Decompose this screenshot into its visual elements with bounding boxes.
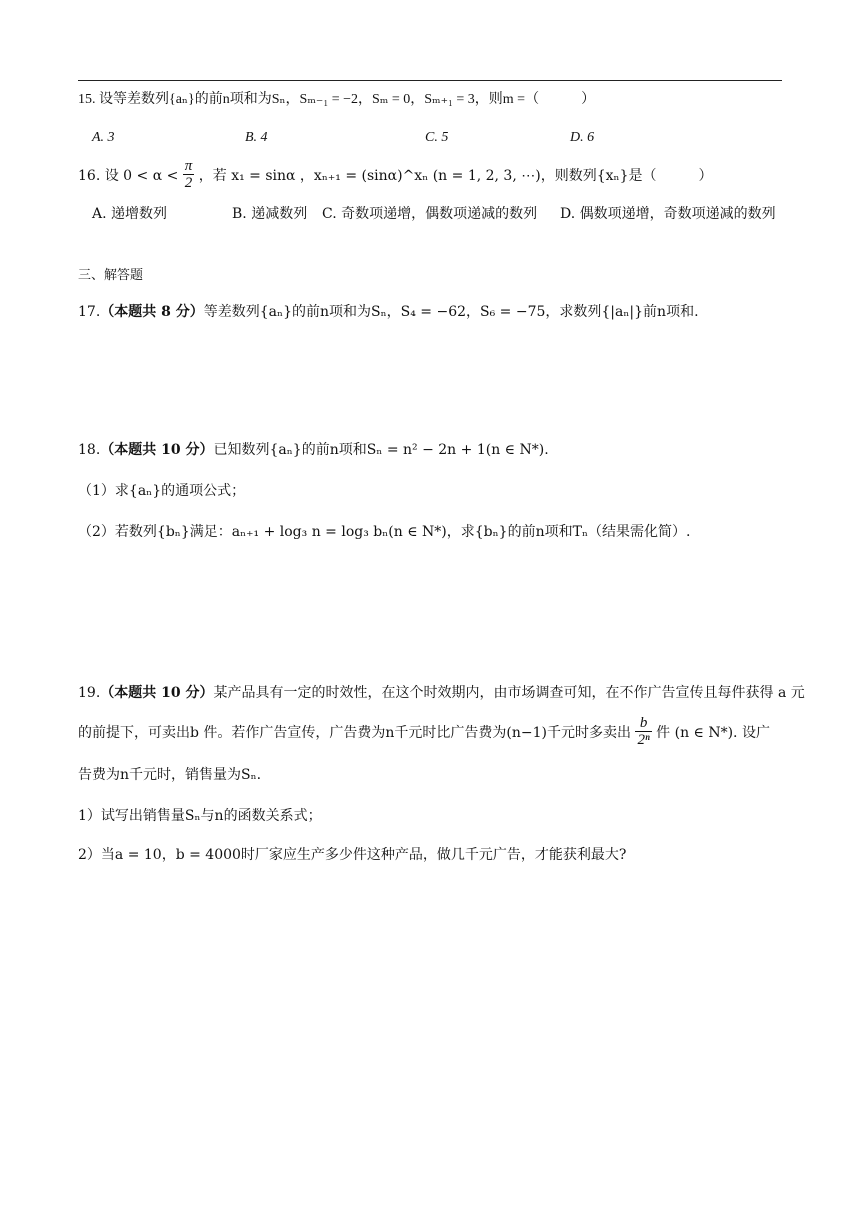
q16-stem-after: ，若 x₁ = sinα ，xₙ₊₁ = (sinα)^xₙ (n = 1, 2, 3, ⋯)，则数列{xₙ}是（ ）	[198, 168, 713, 184]
q17-number: 17.	[78, 304, 101, 320]
q16-stem-before: 16. 设 0 < α <	[78, 168, 179, 184]
q19-fraction-numerator: b	[639, 714, 648, 731]
q19-sub2: 2）当a = 10，b = 4000时厂家应生产多少件这种产品，做几千元广告，才能获利最大?	[78, 847, 627, 863]
q16-fraction	[183, 158, 195, 191]
q19-sub1: 1）试写出销售量Sₙ与n的函数关系式；	[78, 808, 322, 824]
q16-option-a: A. 递增数列	[92, 206, 168, 222]
q15-option-b: B. 4	[245, 130, 268, 145]
q19-line2	[78, 715, 770, 751]
q15-option-a: A. 3	[92, 130, 115, 145]
q16-fraction-denominator: 2	[183, 174, 195, 191]
q19-line3: 告费为n千元时，销售量为Sₙ.	[78, 767, 262, 783]
q19-line1-text: 某产品具有一定的时效性，在这个时效期内，由市场调查可知，在不作广告宣传且每件获得 a 元	[213, 685, 805, 701]
q18-text: 已知数列{aₙ}的前n项和Sₙ = n² − 2n + 1(n ∈ N*).	[213, 442, 549, 458]
q16-option-c: C. 奇数项递增，偶数项递减的数列	[322, 206, 538, 222]
section-3-title: 三、解答题	[78, 268, 144, 283]
q19-fraction-denominator: 2ⁿ	[637, 731, 650, 748]
q16-option-b: B. 递减数列	[232, 206, 308, 222]
q17-score: （本题共 8 分）	[100, 304, 204, 320]
q16-stem	[78, 158, 712, 194]
top-rule	[78, 80, 782, 81]
q15-option-c: C. 5	[425, 130, 449, 145]
q19-line2-before: 的前提下，可卖出b 件。若作广告宣传，广告费为n千元时比广告费为(n−1)千元时多卖出	[78, 725, 632, 741]
q19-number: 19.	[78, 685, 101, 701]
q16-option-d: D. 偶数项递增，奇数项递减的数列	[560, 206, 776, 222]
q15-option-d: D. 6	[570, 130, 595, 145]
q19-line1	[78, 683, 805, 703]
q18	[78, 440, 549, 460]
q19-score: （本题共 10 分）	[100, 685, 214, 701]
q16-fraction-numerator: π	[184, 157, 193, 174]
q18-score: （本题共 10 分）	[100, 442, 214, 458]
q15-stem: 15. 设等差数列{aₙ}的前n项和为Sₙ，Sₘ₋₁ = −2，Sₘ = 0，Sₘ₊₁ = 3，则m =（ ）	[78, 92, 596, 107]
q18-sub1: （1）求{aₙ}的通项公式；	[78, 483, 246, 499]
q17-text: 等差数列{aₙ}的前n项和为Sₙ，S₄ = −62，S₆ = −75，求数列{|aₙ|}前n项和.	[203, 304, 699, 320]
q18-number: 18.	[78, 442, 101, 458]
q17	[78, 302, 699, 322]
q19-fraction	[635, 715, 651, 748]
q19-line2-after: 件 (n ∈ N*). 设广	[656, 725, 770, 741]
q18-sub2: （2）若数列{bₙ}满足：aₙ₊₁ + log₃ n = log₃ bₙ(n ∈ N*)，求{bₙ}的前n项和Tₙ（结果需化简）.	[78, 524, 691, 540]
